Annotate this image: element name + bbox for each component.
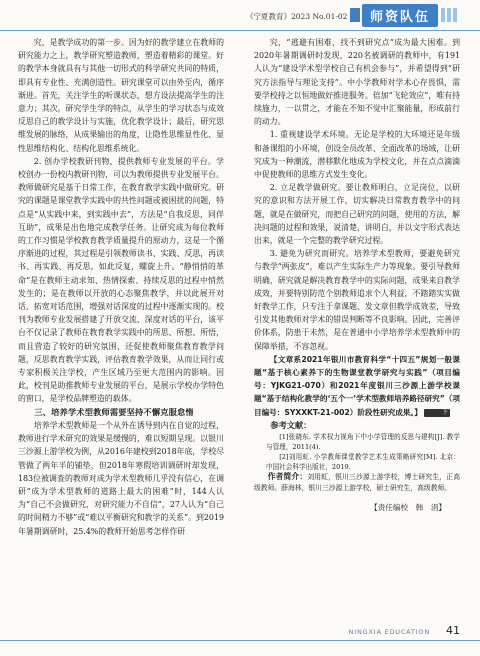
- paragraph: 究，“逃避有困难，找不到研究点”成为最大困难。到2020年暑期调研时发现，220名被调研的教师中，有191人认为“建设学术型学校自己有机会参与”，并希望得到“研究方法指导与理论支持”。中小学教师对学术心存畏惧，需要学校持之以恒地做好推进服务。倍加“飞轮效应”，唯有持续施力，一以贯之，才能在不知不觉中汇聚能量，形成前行的动力。: [254, 38, 460, 127]
- paragraph: 3. 避免为研究而研究。培养学术型教师，要避免研究与教学“两张皮”，难以产生实际生产力等现象。要引导教师明确，研究就是解决教育教学中的实际问题，成果来自教学成效，并要特别防范个别教师追求个人利益，不踏踏实实做好教学工作，只专注于拿课题、发文章但教学成效差，导致引发其他教师对学术的错误判断等不良影响。因此，完善评价体系，防患于未然，是在普通中小学培养学术型教师中的保障举措，不容忽视。: [254, 249, 460, 351]
- paragraph: 1. 重视建设学术环境。无论是学校的大环境还是年级和备课组的小环境，创设全员改革、全面改革的场域，让研究成为一种潮流，潜移默化地成为学校文化，并在点点滴滴中促使教师的思维方式发生变化。: [254, 130, 460, 180]
- page-number: 41: [446, 624, 460, 637]
- section-brand: [350, 4, 474, 26]
- funding-note: 【文章系2021年银川市教育科学“十四五”规划一般课题“基于核心素养下的生物课堂教学研究与实践”（项目编号：YJKG21-070）和2021年度银川三沙源上游学校课题“基于结构化教学的‘五个一’学术型教师培养路径研究”（项目编号：SYXXKT-21-002）阶段性研究成果。】: [254, 354, 460, 417]
- left-column: [18, 36, 224, 538]
- paragraph: 培养学术型教师是一个从外在诱导到内在自觉的过程，教师进行学术研究的效果是缓慢的，难以短期呈现。以银川三沙源上游学校为例，从2016年建校到2018年底，学校尽管做了两年半的铺垫，但2018年寒假培训调研时却发现，183位被调查的教师对成为学术型教师几乎没有信心，在调研“成为学术型教师的道路上最大的困难”时，144人认为“自己不会做研究，对研究能力不自信”，27人认为“自己的时间精力不够”或“难以平衡研究和教学的关系”。到2019年暑期调研时，25.4%的教师开始思考怎样作研: [18, 420, 224, 536]
- page-header: [0, 0, 480, 31]
- references-title: 参考文献：: [270, 419, 312, 430]
- brand-bar-decoration: [350, 8, 360, 22]
- brand-stripes-decoration: [441, 8, 457, 22]
- paragraph: 2. 创办学校教研刊物，提供教师专业发展的平台。学校创办一份校内教研刊物，可以为教师提供专业发展平台。教师做研究是基于日常工作，在教育教学实践中做研究。研究的课题是课堂教学实践中的共性问题或被困扰的问题，特点是“从实践中来，到实践中去”，方法是“自我反思，同伴互助”，成果是出色地完成教学任务。让研究成为每位教师的工作习惯是学校教育教学质量提升的原动力，这是一个循序渐进的过程，其过程是引领教师读书、实践、反思，再读书、再实践、再反思，如此反复，螺旋上升。“静悄悄的革命”是在教师主动求知、热情探索、持续反思的过程中悄然发生的；是在教师以开放的心态聚焦教学，并以此展开对话，拓宽对话范围，增强对话深度的过程中逐渐实现的。校刊为教师专业发展搭建了开放交流、深度对话的平台，该平台不仅记录了教师在教育教学实践中的所思、所想、所悟，而且营造了较好的研究氛围，还促使教师聚焦教育教学问题，反思教育教学实践，评估教育教学效果，从而让同行或专家积极关注学校，产生区域乃至更大范围内的影响。因此，校刊是助推教师专业发展的平台，是展示学校办学特色的窗口，是学校品牌塑造的载体。: [18, 156, 224, 404]
- funding-note-paragraph: [254, 353, 460, 419]
- author-label: 作者简介：: [267, 472, 308, 482]
- author-text: 刘用虹，银川三沙源上游学校，博士研究生，正高级教师。薛海林，银川三沙源上游学校，硕士研究生，高级教师。: [254, 473, 461, 492]
- editor-credit: 【责任编校 韩 涓】: [370, 503, 446, 513]
- reference-item: [1]张晓东. 学术权力视角下中小学管理的反思与建构[J]. 教学与管理，2011(4).: [266, 433, 460, 452]
- funding-badge: 下: [424, 409, 450, 417]
- reference-item: [2]刘用虹. 小学教师课堂教学艺术生成策略研究[M]. 北京：中国社会科学出版社，2019.: [266, 453, 460, 472]
- section-title: 师资队伍: [362, 4, 438, 27]
- section-heading: 三、培养学术型教师需要坚持不懈克服怠惰: [34, 406, 194, 417]
- footer-journal-name: NINGXIA EDUCATION: [348, 628, 430, 636]
- paragraph: 究，是教学成功的第一步。因为好的教学建立在教师的研究能力之上，教学研究塑造教师，塑造着精彩的课堂。好的教学本身就具有与其他一切形式的科学研究共同的特质，即具有专业性、充满创造性。研究课堂可以由外至内，循序渐进。首先，关注学生的听课状态，想方设法提高学生的注意力；其次，研究学生学的特点，从学生的学习状态与成效反思自己的教学设计与实施，优化教学设计；最后，研究思维发展的脉络，从成果输出的角度，让隐性思维显性化、显性思维结构化、结构化思维系统化。: [18, 38, 224, 153]
- right-column: [254, 36, 460, 514]
- journal-title: 《宁夏教育》2023 No.01-02: [246, 12, 348, 21]
- author-info: [254, 472, 460, 493]
- footer-divider: [0, 640, 480, 641]
- paragraph: 2. 立足教学做研究。要让教师明白，立足岗位，以研究的意识和方法开展工作，切实解决日常教育教学中的问题，就是在做研究，而把自己研究的问题，使用的方法，解决问题的过程和效果，说清楚，讲明白，并以文字形式表达出来，就是一个完整的教学研究过程。: [254, 183, 460, 246]
